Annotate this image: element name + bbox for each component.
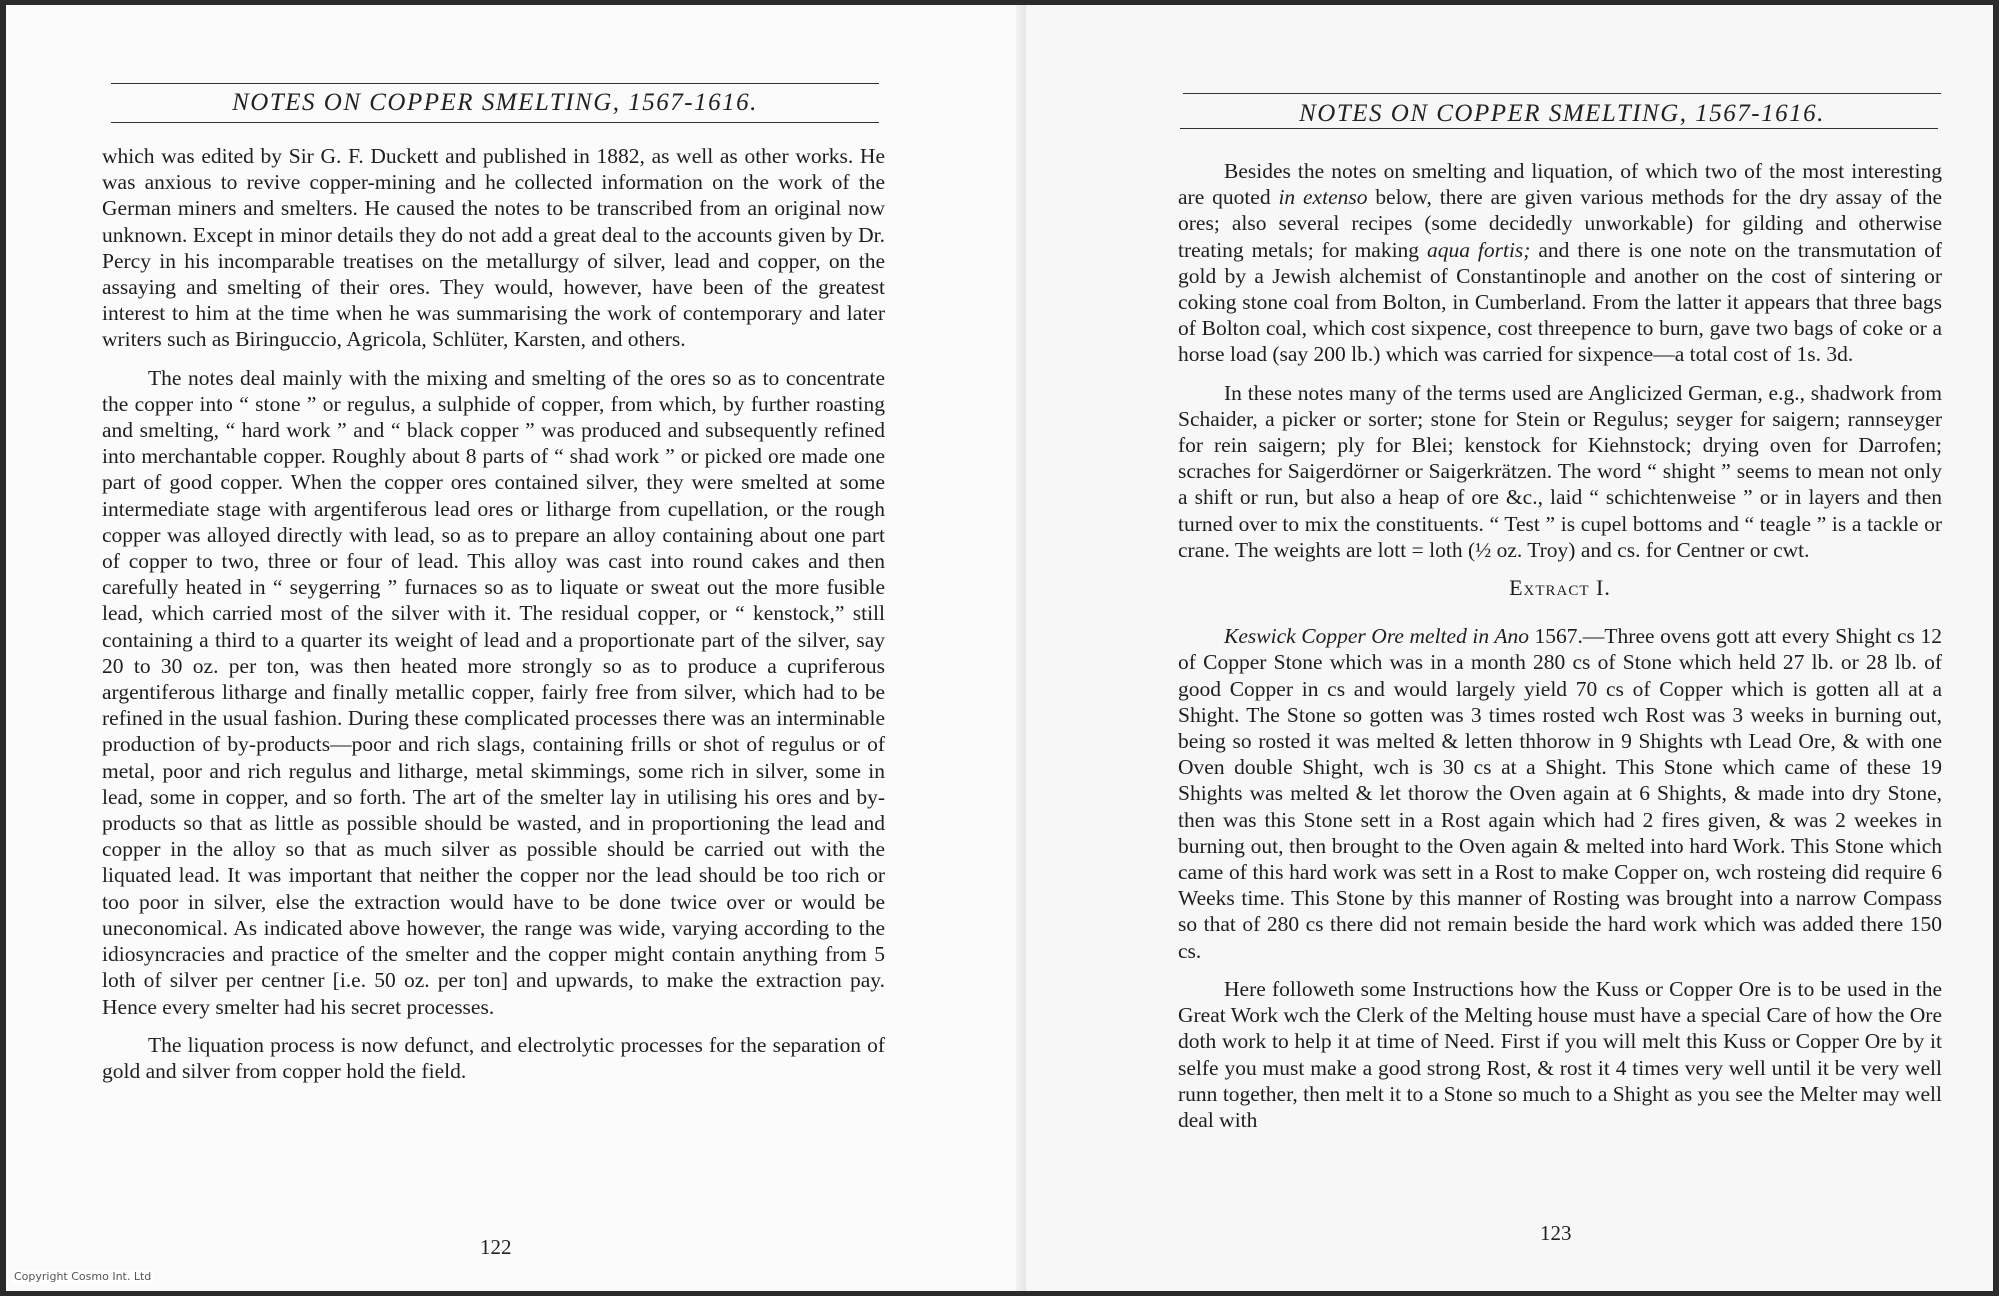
header-rule-bottom bbox=[111, 122, 879, 123]
paragraph: which was edited by Sir G. F. Duckett and published in 1882, as well as other works. He was anxious to revive copper-mining and he collected information on the work of the German miners and smelters. He caused the notes to be transcribed from an original now unknown. Except in minor details they do not add a great deal to the accounts given by Dr. Percy in his incomparable treatises on the metallurgy of silver, lead and copper, on the assaying and smelting of their ores. They would, however, have been of the greatest interest to him at the time when he was summarising the work of contemporary and later writers such as Biringuccio, Agricola, Schlüter, Karsten, and others. bbox=[102, 144, 885, 352]
copyright-watermark: Copyright Cosmo Int. Ltd bbox=[14, 1270, 152, 1283]
left-page bbox=[6, 5, 1026, 1291]
paragraph: In these notes many of the terms used are Anglicized German, e.g., shadwork from Schaider, a picker or sorter; stone for Stein or Regulus; seyger for saigern; rannseyger for rein saigern; ply for Blei; kenstock for Kiehnstock; drying oven for Darrofen; scraches for Saigerdörner or Saigerkrätzen. The word “ shight ” seems to mean not only a shift or run, but also a heap of ore &c., laid “ schichtenweise ” or in layers and then turned over to mix the constituents. “ Test ” is cupel bottoms and “ teagle ” is a tackle or crane. The weights are lott = loth (½ oz. Troy) and cs. for Centner or cwt. bbox=[1178, 380, 1942, 562]
paragraph: Keswick Copper Ore melted in Ano 1567.—Three ovens gott att every Shight cs 12 of Copper Stone which was in a month 280 cs of Stone which held 27 lb. or 28 lb. of good Copper in cs and would largely yield 70 cs of Copper which is gotten all at a Shight. The Stone so gotten was 3 times rosted wch Rost was 3 weeks in burning out, being so rosted it was melted & letten thhorow in 9 Shights wth Lead Ore, & with one Oven double Shight, wch is 30 cs at a Shight. This Stone which came of these 19 Shights was melted & let thorow the Oven again at 6 Shights, & made into dry Stone, then was this Stone sett in a Rost again which had 2 fires given, & was 2 weekes in burning out, then brought to the Oven again & melted into hard Work. This Stone which came of this hard work was sett in a Rost to make Copper on, wch rosteing did require 6 Weeks time. This Stone by this manner of Rosting was brought into a narrow Compass so that of 280 cs there did not remain beside the hard work which was added there 150 cs. bbox=[1178, 624, 1942, 963]
right-page bbox=[1026, 5, 1993, 1291]
page-number: 122 bbox=[480, 1235, 512, 1259]
book-spread bbox=[6, 5, 1993, 1291]
extract-heading: Extract I. bbox=[1509, 575, 1611, 601]
paragraph: Here followeth some Instructions how the Kuss or Copper Ore is to be used in the Great Work wch the Clerk of the Melting house must have a special Care of how the Ore doth work to help it at time of Need. First if you will melt this Kuss or Copper Ore by it selfe you must make a good strong Rost, & rost it 4 times very well until it be very well runn together, then melt it to a Stone so much to a Shight as you see the Melter may well deal with bbox=[1178, 976, 1942, 1132]
paragraph: The notes deal mainly with the mixing and smelting of the ores so as to concentrate the copper into “ stone ” or regulus, a sulphide of copper, from which, by further roasting and smelting, “ hard work ” and “ black copper ” was produced and subsequently refined into merchantable copper. Roughly about 8 parts of “ shad work ” or picked ore made one part of good copper. When the copper ores contained silver, they were smelted at some intermediate stage with argentiferous lead ores or litharge from cupellation, or the rough copper was alloyed directly with lead, so as to prepare an alloy containing about one part of copper to two, three or four of lead. This alloy was cast into round cakes and then carefully heated in “ seygerring ” furnaces so as to liquate or sweat out the more fusible lead, which carried most of the silver with it. The residual copper, or “ kenstock,” still containing a third to a quarter its weight of lead and a proportionate part of the silver, say 20 to 30 oz. per ton, was then heated more strongly so as to produce a cupriferous argentiferous litharge and finally metallic copper, fairly free from silver, which had to be refined in the usual fashion. During these complicated processes there was an interminable production of by-products—poor and rich slags, containing frills or shot of regulus or of metal, poor and rich regulus and litharge, metal skimmings, some rich in silver, some in lead, some in copper, and so forth. The art of the smelter lay in utilising his ores and by-products so that as little as possible should be wasted, and in proportioning the lead and copper in the alloy so that as much silver as possible should be carried out with the liquated lead. It was important that neither the copper nor the lead should be too rich or too poor in silver, else the extraction would have to be done twice over or would be uneconomical. As indicated above however, the range was wide, varying according to the idiosyncracies and practice of the smelter and the copper might contain anything from 5 loth of silver per centner [i.e. 50 oz. per ton] and upwards, to make the extraction pay. Hence every smelter had his secret processes. bbox=[102, 365, 885, 1019]
paragraph: The liquation process is now defunct, and electrolytic processes for the separation of gold and silver from copper hold the field. bbox=[102, 1032, 885, 1083]
running-header: NOTES ON COPPER SMELTING, 1567-1616. bbox=[1299, 100, 1825, 127]
body-text bbox=[102, 143, 885, 1096]
header-rule-top bbox=[111, 83, 879, 84]
paragraph: Besides the notes on smelting and liquation, of which two of the most interesting are quoted in extenso below, there are given various methods for the dry assay of the ores; also several recipes (some decidedly unworkable) for gilding and otherwise treating metals; for making aqua fortis; and there is one note on the transmutation of gold by a Jewish alchemist of Constantinople and another on the cost of sintering or coking stone coal from Bolton, in Cumberland. From the latter it appears that three bags of Bolton coal, which cost sixpence, cost threepence to burn, gave two bags of coke or a horse load (say 200 lb.) which was carried for sixpence—a total cost of 1s. 3d. bbox=[1178, 159, 1943, 367]
page-number: 123 bbox=[1540, 1221, 1572, 1245]
running-header: NOTES ON COPPER SMELTING, 1567-1616. bbox=[232, 89, 758, 116]
body-text bbox=[1178, 158, 1942, 1145]
header-rule-bottom bbox=[1180, 128, 1938, 129]
header-rule-top bbox=[1183, 93, 1941, 94]
